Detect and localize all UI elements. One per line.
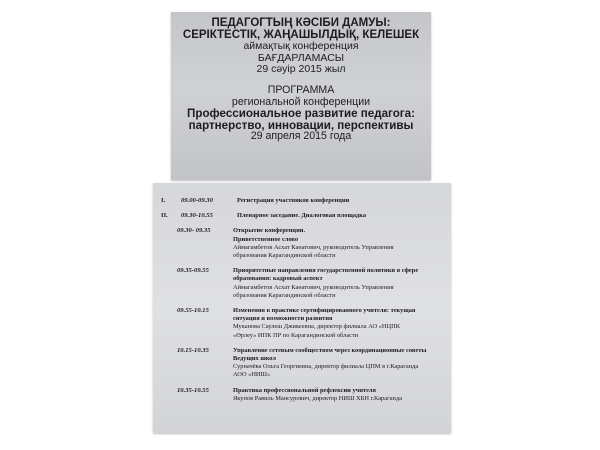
speaker-line: образования Карагандинской области — [233, 291, 336, 299]
schedule-row — [161, 227, 443, 260]
schedule-content — [233, 347, 443, 380]
schedule-time: 09.00-09.30 — [181, 197, 213, 204]
kz-program-label: БАҒДАРЛАМАСЫ — [257, 51, 345, 64]
schedule-content — [233, 387, 443, 403]
schedule-content — [233, 227, 443, 260]
ru-heading-line1: Профессиональное развитие педагога: — [187, 107, 415, 121]
schedule-content — [233, 307, 443, 340]
schedule-row — [161, 197, 443, 205]
schedule-time: 10.35-10.55 — [177, 386, 209, 394]
section-number: II. — [161, 212, 168, 220]
ru-program-label: ПРОГРАММА — [267, 83, 335, 96]
schedule-row — [161, 347, 443, 380]
schedule-title: Изменения в практике сертифицированного учителя: текущая ситуация и возможности развития — [233, 307, 416, 323]
program-schedule-photo — [153, 183, 451, 433]
schedule-title: Пленарное заседание. Диалоговая площадка — [237, 212, 367, 220]
ru-heading-line2: партнерство, инновации, перспективы — [188, 118, 414, 132]
schedule-title: Открытие конференции. Приветственное слово — [233, 227, 306, 243]
section-number: I. — [161, 197, 166, 204]
schedule-content — [233, 267, 443, 300]
speaker-line: Сурначёва Ольга Георгиевна, директор филиала ЦПМ в г.Караганда — [233, 363, 419, 371]
schedule-time: 10.15-10.35 — [177, 346, 209, 354]
ru-subtitle: региональной конференции — [231, 95, 371, 108]
speaker-line: Муканова Саулеш Джикеевна, директор филиала АО «НЦПК — [233, 323, 400, 331]
schedule-content — [237, 212, 443, 220]
schedule-time: 09.55-10.15 — [177, 307, 209, 315]
kz-subtitle: аймақтық конференция — [243, 40, 359, 53]
speaker-line: АОО «НИШ» — [233, 371, 271, 379]
speaker-line: Якупов Равиль Мансурович, директор НИШ ХБН г.Караганда — [233, 394, 403, 402]
schedule-title: Практика профессиональной рефлексии учителя — [233, 386, 376, 394]
schedule-title: Регистрация участников конференции — [237, 197, 350, 204]
schedule-row — [161, 387, 443, 403]
schedule-row — [161, 307, 443, 340]
kz-date: 29 сәуір 2015 жыл — [256, 63, 346, 76]
schedule-row — [161, 267, 443, 300]
schedule-time: 09.35-09.55 — [177, 267, 209, 275]
ru-date: 29 апреля 2015 года — [250, 130, 352, 143]
schedule-title: Приоритетные направления государственной политики в сфере образования: кадровый аспект — [233, 267, 419, 283]
speaker-line: Аймагамбетов Асхат Канатович, руководитель Управления — [233, 243, 394, 251]
speaker-line: образования Карагандинской области — [233, 252, 336, 260]
schedule-content — [237, 197, 443, 205]
schedule-title: Управление сетевым сообществом через координационные советы Ведущих школ — [233, 346, 427, 363]
speaker-line: Аймагамбетов Асхат Канатович, руководитель Управления — [233, 283, 394, 291]
kz-heading-line1: ПЕДАГОГТЫҢ КӘСІБИ ДАМУЫ: — [211, 17, 391, 29]
program-cover-photo — [171, 12, 431, 180]
schedule-time: 09.30-10.55 — [181, 212, 213, 220]
schedule-row — [161, 212, 443, 220]
schedule-time: 09.30- 09.35 — [177, 227, 211, 235]
kz-heading-line2: СЕРІКТЕСТІК, ЖАҢАШЫЛДЫҚ, КЕЛЕШЕК — [182, 28, 420, 41]
speaker-line: «Өрлеу» ИПК ПР по Карагандинской области — [233, 331, 359, 339]
